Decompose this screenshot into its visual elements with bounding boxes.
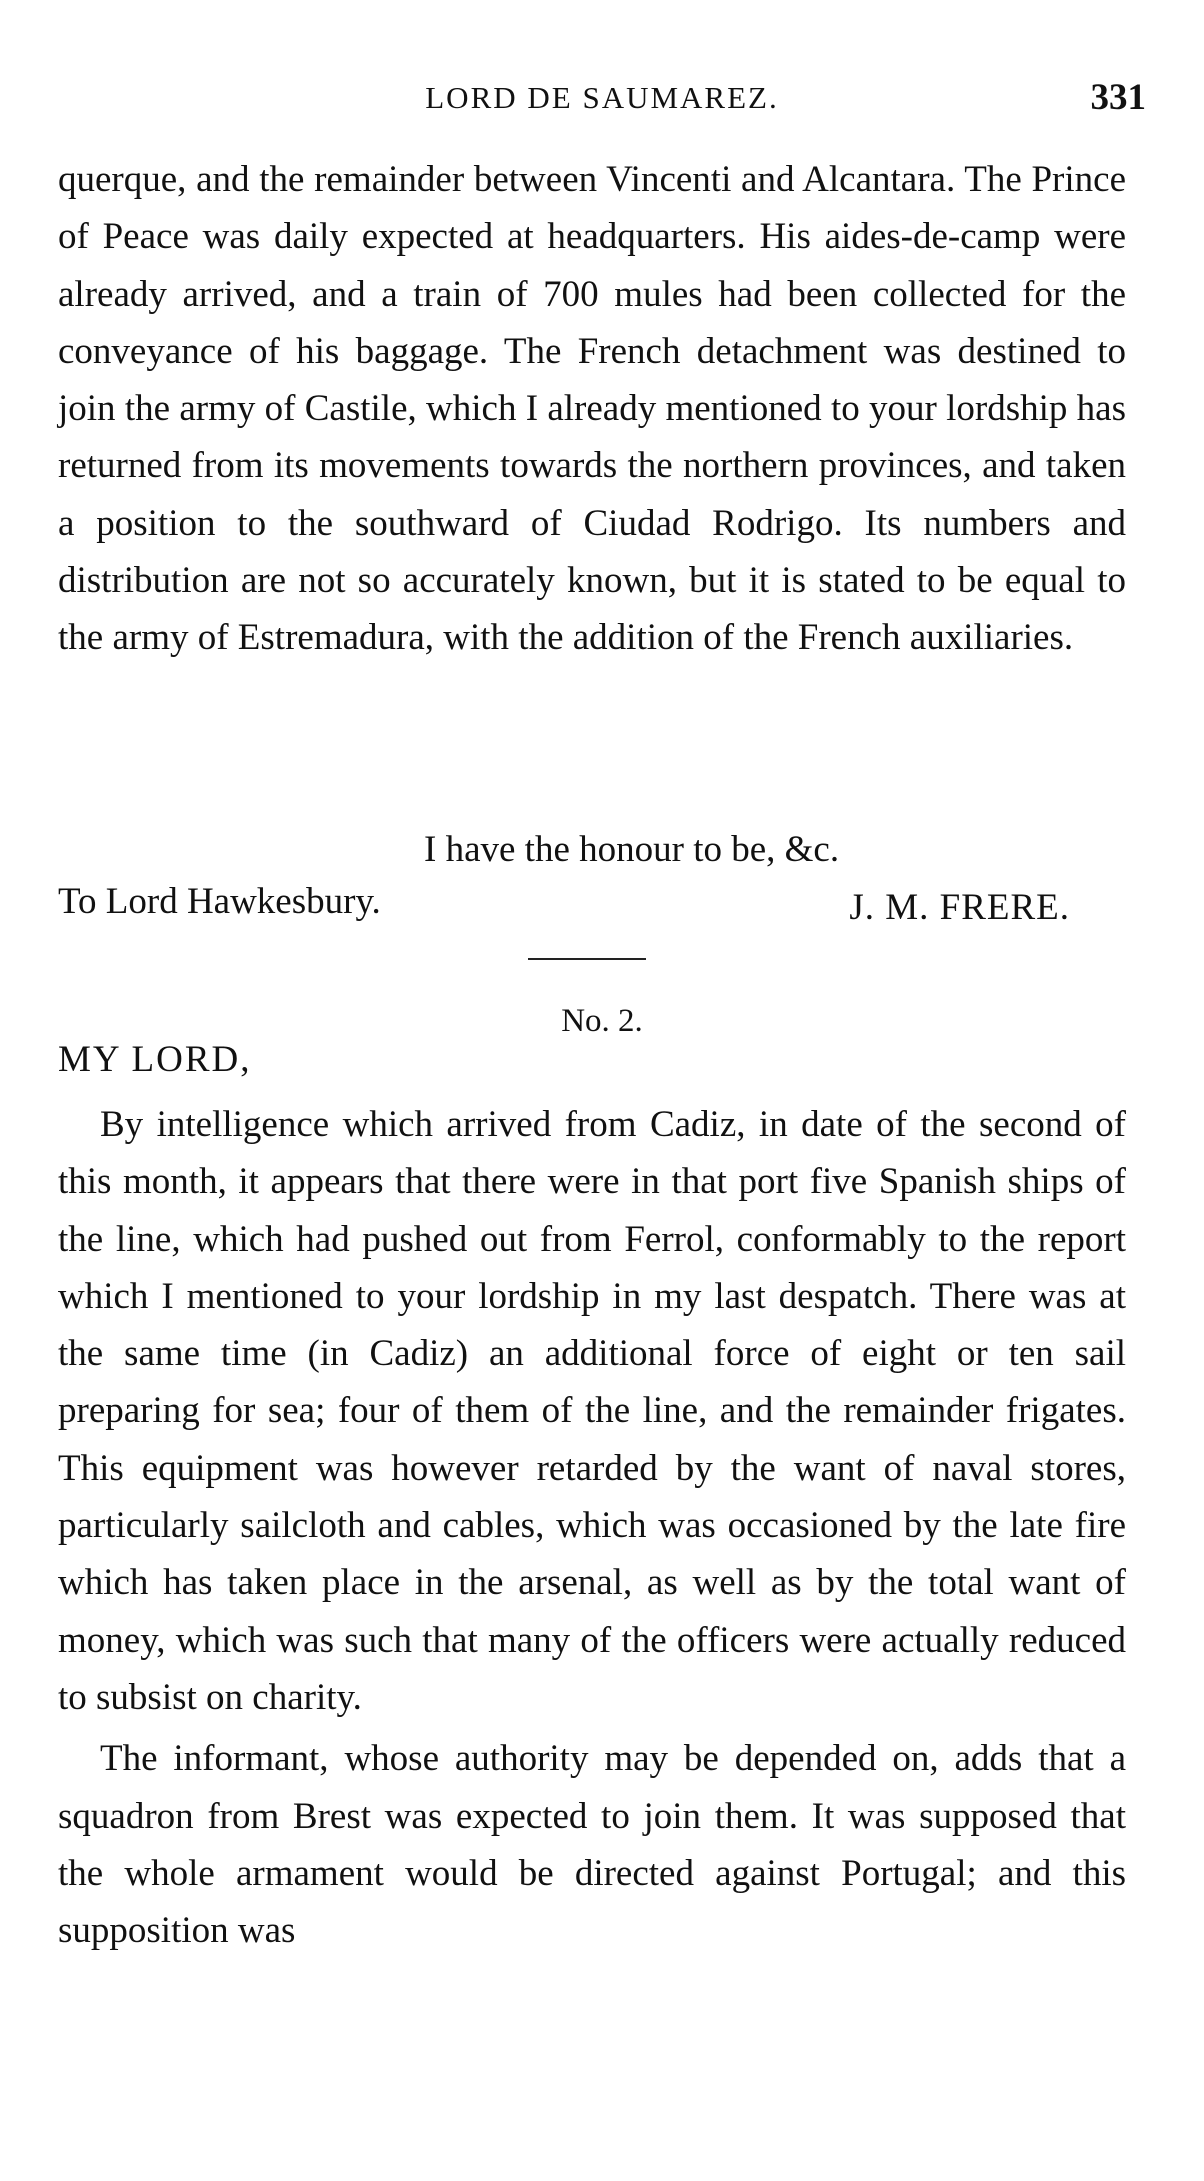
page-number: 331: [1090, 77, 1146, 118]
page-header: [58, 72, 1146, 122]
paragraph: The informant, whose authority may be depended on, adds that a squadron from Brest was expected to join them. It was supposed that the whole armament would be directed against Portugal; and this supposition was: [58, 1738, 1126, 1952]
paragraph: querque, and the remainder between Vincenti and Alcantara. The Prince of Peace was daily expected at headquarters. His aides-de-camp were already arrived, and a train of 700 mules had been collected for the conveyance of his baggage. The French detachment was destined to join the army of Castile, which I already mentioned to your lordship has returned from its movements towards the northern provinces, and taken a position to the southward of Ciudad Rodrigo. Its numbers and distribution are not so accurately known, but it is stated to be equal to the army of Estremadura, with the addition of the French auxiliaries.: [58, 159, 1126, 659]
letter-1-recipient: To Lord Hawkesbury.: [58, 881, 381, 922]
letter-1-signoff-row: [58, 880, 1126, 930]
paragraph: By intelligence which arrived from Cadiz, in date of the second of this month, it appears that there were in that port five Spanish ships of the line, which had pushed out from Ferrol, conformably to the report which I mentioned to your lordship in my last despatch. There was at the same time (in Cadiz) an additional force of eight or ten sail preparing for sea; four of them of the line, and the remainder frigates. This equipment was however retarded by the want of naval stores, particularly sailcloth and cables, which was occasioned by the late fire which has taken place in the arsenal, as well as by the total want of money, which was such that many of the officers were actually reduced to subsist on charity.: [58, 1104, 1126, 1718]
letter-2-number: No. 2.: [561, 1003, 643, 1039]
section-divider: [528, 958, 646, 960]
letter-1-signature: J. M. FRERE.: [849, 887, 1070, 928]
letter-1-closing: I have the honour to be, &c.: [424, 829, 840, 870]
letter-1-continuation: [58, 151, 1126, 667]
letter-2-salutation: MY LORD,: [58, 1039, 252, 1080]
running-title: LORD DE SAUMAREZ.: [425, 80, 779, 115]
letter-2-body: [58, 1096, 1126, 1959]
